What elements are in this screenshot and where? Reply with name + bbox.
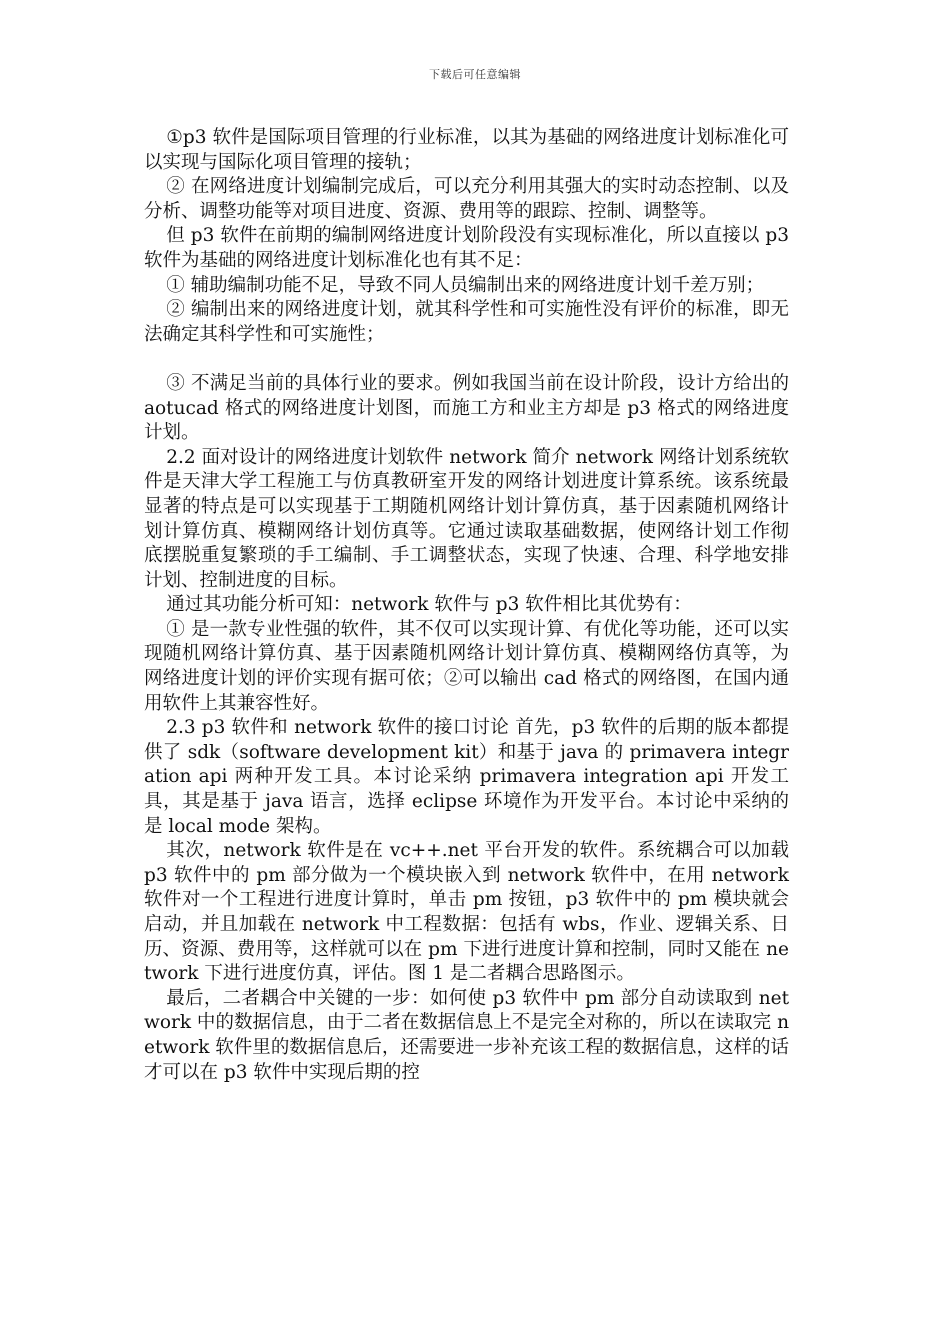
paragraph-shortcoming-3: ③ 不满足当前的具体行业的要求。例如我国当前在设计阶段，设计方给出的 aotucad 格式的网络进度计划图，而施工方和业主方却是 p3 格式的网络进度计划。 <box>144 372 789 444</box>
paragraph-p3-control: ② 在网络进度计划编制完成后，可以充分利用其强大的实时动态控制、以及分析、调整功能等对项目进度、资源、费用等的跟踪、控制、调整等。 <box>144 176 789 222</box>
paragraph-advantages-list: ① 是一款专业性强的软件，其不仅可以实现计算、有优化等功能，还可以实现随机网络计算仿真、基于因素随机网络计划计算仿真、模糊网络仿真等，为网络进度计划的评价实现有据可依；②可以输出 cad 格式的网络图，在国内通用软件上其兼容性好。 <box>144 618 789 714</box>
page-header: 下载后可任意编辑 <box>429 68 521 81</box>
paragraph-p3-standard: ①p3 软件是国际项目管理的行业标准，以其为基础的网络进度计划标准化可以实现与国际化项目管理的接轨； <box>144 127 789 173</box>
paragraph-coupling-second: 其次，network 软件是在 vc++.net 平台开发的软件。系统耦合可以加载 p3 软件中的 pm 部分做为一个模块嵌入到 network 软件中，在用 network 软件对一个工程进行进度计算时，单击 pm 按钮，p3 软件中的 pm 模块就会启动，并且加载在 network 中工程数据：包括有 wbs，作业、逻辑关系、日历、资源、费用等，这样就可以在 pm 下进行进度计算和控制，同时又能在 network 下进行进度仿真，评估。图 1 是二者耦合思路图示。 <box>144 840 789 985</box>
paragraph-p3-shortcoming: 但 p3 软件在前期的编制网络进度计划阶段没有实现标准化，所以直接以 p3 软件为基础的网络进度计划标准化也有其不足： <box>144 225 789 271</box>
paragraph-section-2-3: 2.3 p3 软件和 network 软件的接口讨论 首先，p3 软件的后期的版本都提供了 sdk（software development kit）和基于 java 的 primavera integration api 两种开发工具。本讨论采纳 primavera integration api 开发工具，其是基于 java 语言，选择 eclipse 环境作为开发平台。本讨论中采纳的是 local mode 架构。 <box>144 717 789 837</box>
paragraph-advantages-intro: 通过其功能分析可知：network 软件与 p3 软件相比其优势有： <box>166 594 692 616</box>
paragraph-shortcoming-2: ② 编制出来的网络进度计划，就其科学性和可实施性没有评价的标准，即无法确定其科学性和可实施性； <box>144 299 789 345</box>
paragraph-shortcoming-1: ① 辅助编制功能不足，导致不同人员编制出来的网络进度计划千差万别； <box>166 274 765 296</box>
document-body <box>144 126 789 1085</box>
paragraph-coupling-last: 最后，二者耦合中关键的一步：如何使 p3 软件中 pm 部分自动读取到 network 中的数据信息，由于二者在数据信息上不是完全对称的，所以在读取完 network 软件里的数据信息后，还需要进一步补充该工程的数据信息，这样的话才可以在 p3 软件中实现后期的控 <box>144 987 789 1083</box>
paragraph-section-2-2: 2.2 面对设计的网络进度计划软件 network 简介 network 网络计划系统软件是天津大学工程施工与仿真教研室开发的网络计划进度计算系统。该系统最显著的特点是可以实现基于工期随机网络计划计算仿真，基于因素随机网络计划计算仿真、模糊网络计划仿真等。它通过读取基础数据，使网络计划工作彻底摆脱重复繁琐的手工编制、手工调整状态，实现了快速、合理、科学地安排计划、控制进度的目标。 <box>144 446 789 591</box>
